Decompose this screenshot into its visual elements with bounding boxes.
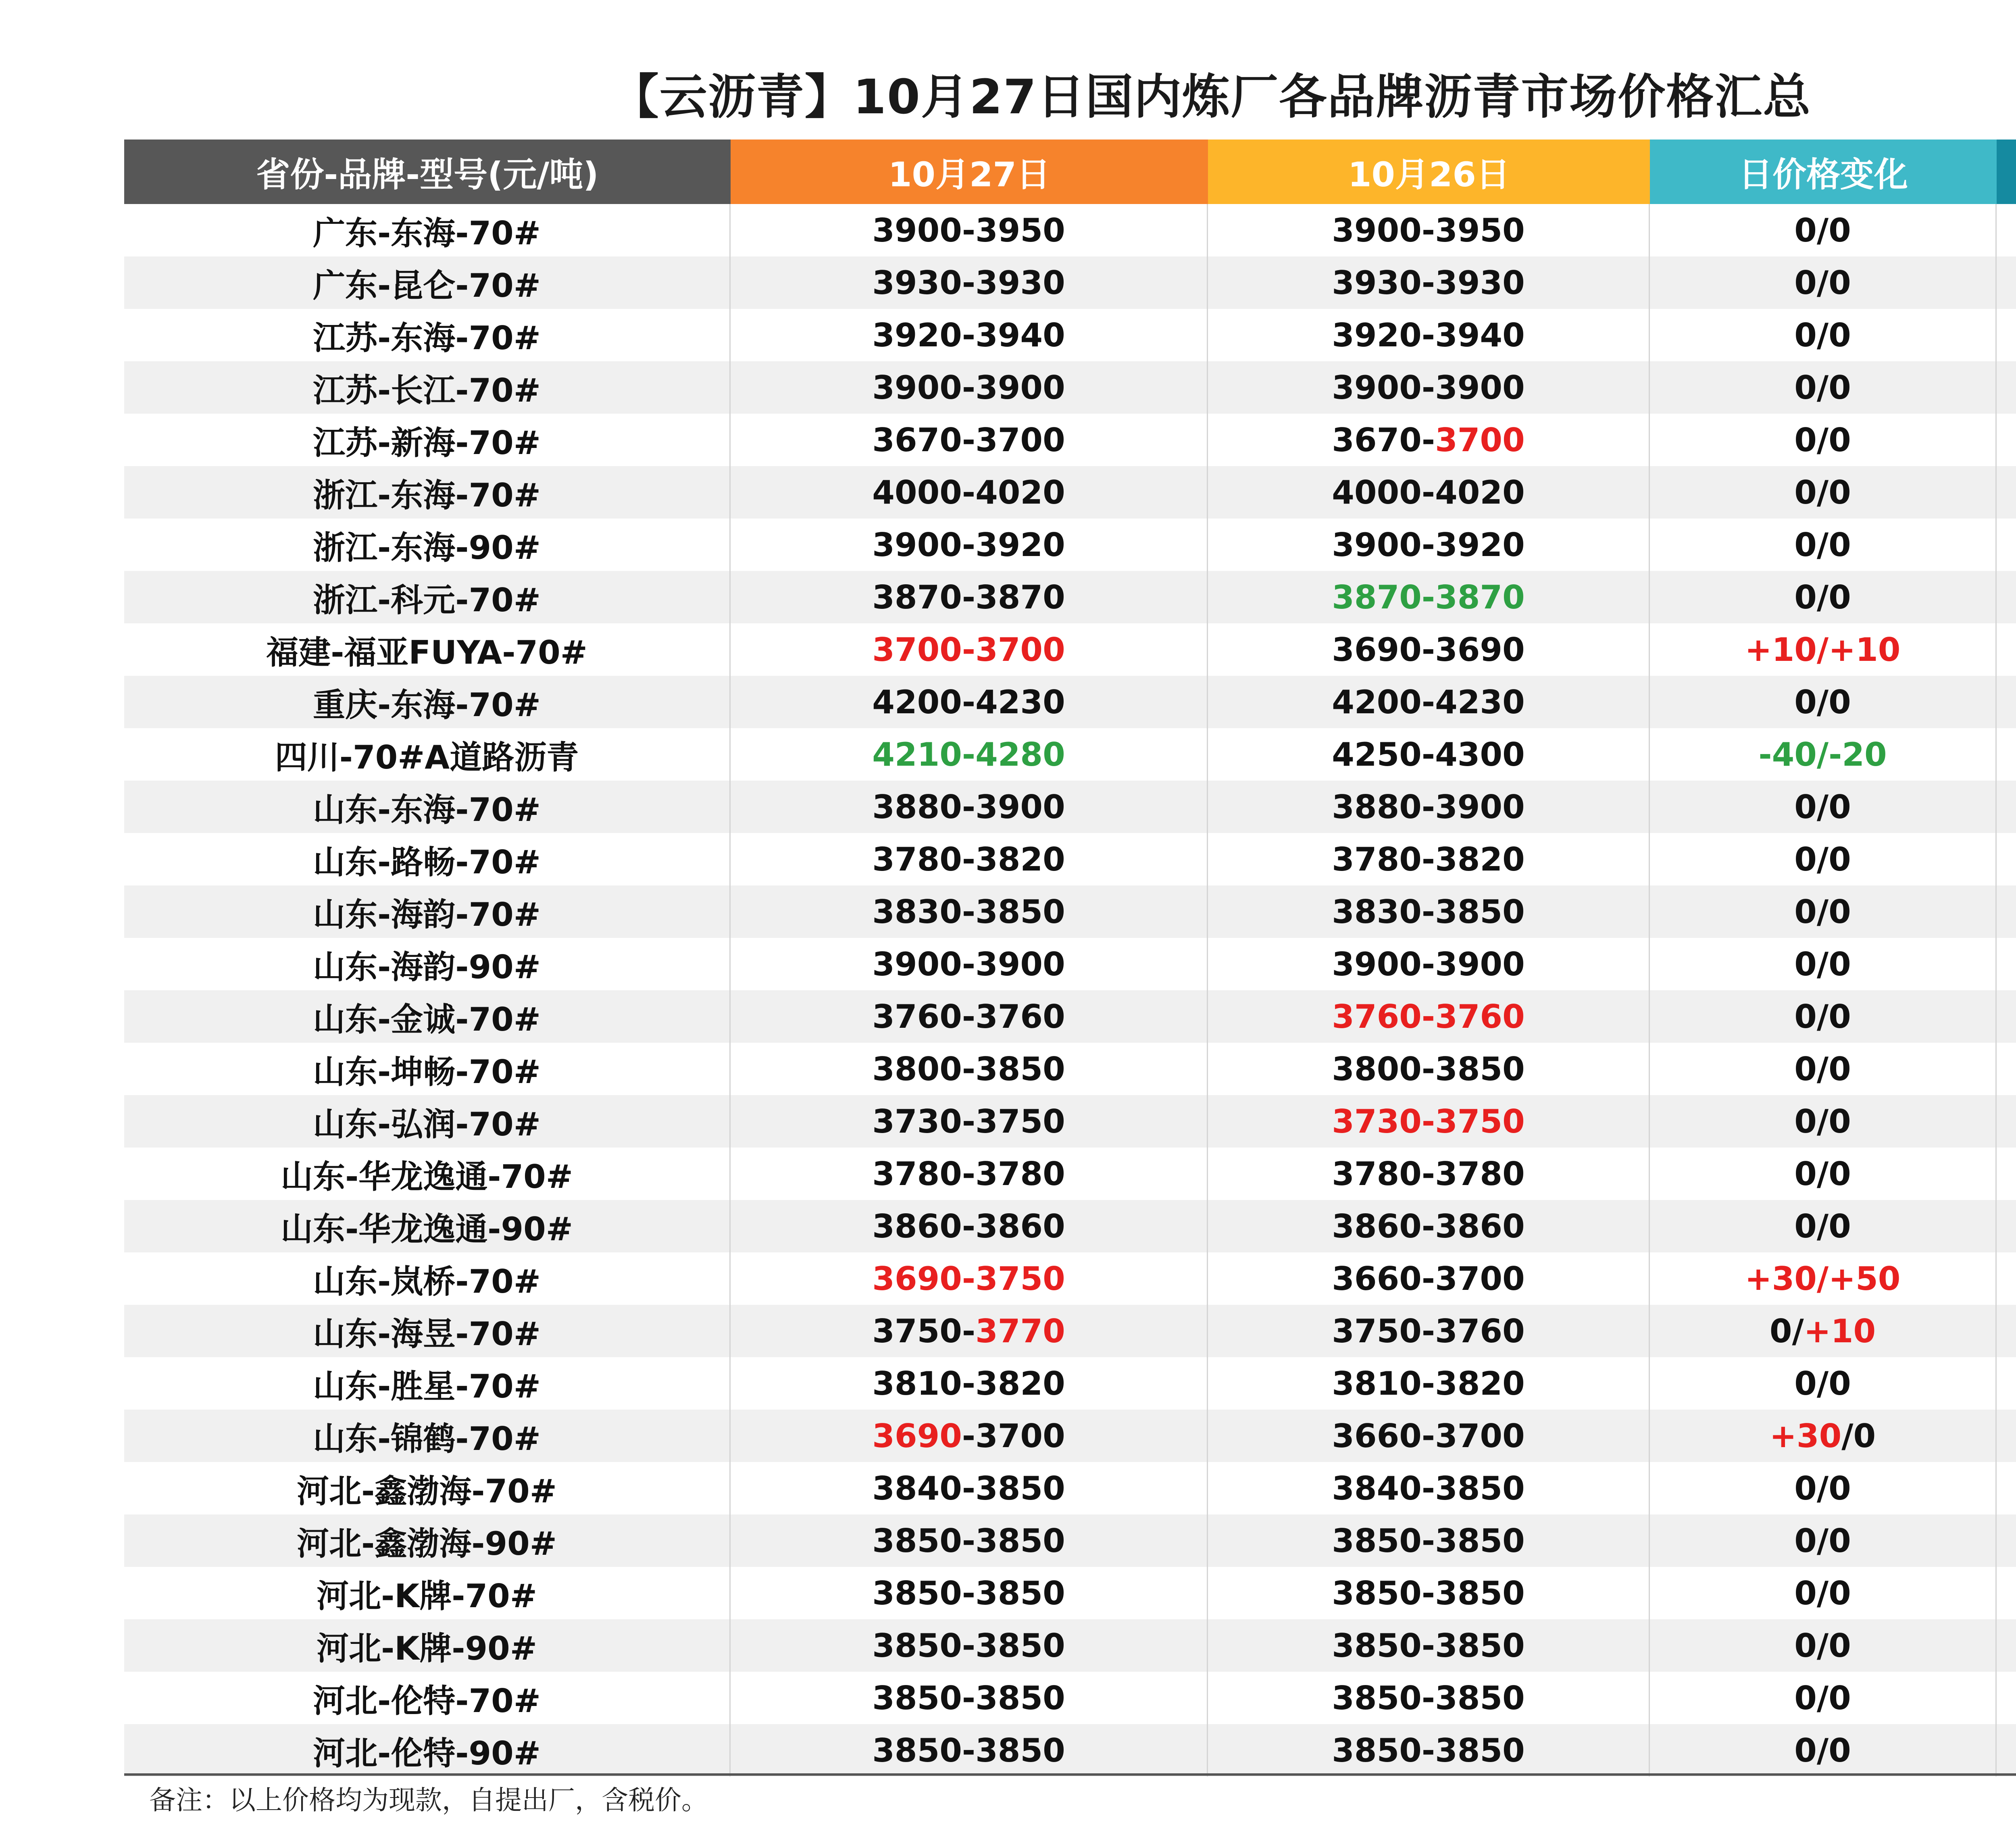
row-brand-cell: 山东-胜星-70# xyxy=(124,1357,731,1410)
row-oct26-cell: 3670 - 3700 xyxy=(1208,414,1650,466)
table-row xyxy=(124,204,2016,256)
table-row xyxy=(124,728,2016,781)
table-row xyxy=(124,676,2016,728)
row-daily-change-cell: 0/0 xyxy=(1650,519,1997,571)
row-oct27-cell: 3850-3850 xyxy=(731,1514,1208,1567)
row-daily-change-cell: 0/0 xyxy=(1650,309,1997,361)
row-oct26-cell: 3920-3940 xyxy=(1208,309,1650,361)
row-daily-change-cell: 0/0 xyxy=(1650,1357,1997,1410)
table-row xyxy=(124,414,2016,466)
header-oct26: 10月26日 xyxy=(1208,140,1650,204)
row-weekly-change-cell xyxy=(1997,676,2016,728)
row-weekly-change-cell xyxy=(1997,309,2016,361)
row-oct26-cell: 4000-4020 xyxy=(1208,466,1650,519)
row-oct26-cell: 3900-3900 xyxy=(1208,938,1650,990)
row-oct27-cell: 3670-3700 xyxy=(731,414,1208,466)
row-oct27-cell: 3850-3850 xyxy=(731,1567,1208,1619)
price-table xyxy=(124,140,2016,1777)
row-weekly-change-cell xyxy=(1997,885,2016,938)
table-row xyxy=(124,1357,2016,1410)
table-row xyxy=(124,1567,2016,1619)
row-daily-change-cell: 0/0 xyxy=(1650,833,1997,885)
row-oct26-cell: 3930-3930 xyxy=(1208,256,1650,309)
row-oct27-cell: 3780-3820 xyxy=(731,833,1208,885)
row-oct27-cell: 3750 - 3770 xyxy=(731,1305,1208,1357)
row-brand-cell: 广东-东海-70# xyxy=(124,204,731,256)
row-brand-cell: 浙江-东海-70# xyxy=(124,466,731,519)
row-oct27-cell: 3900-3900 xyxy=(731,361,1208,414)
row-oct27-cell: 3690 - 3750 xyxy=(731,1252,1208,1305)
table-row xyxy=(124,1672,2016,1724)
header-brand: 省份-品牌-型号(元/吨) xyxy=(124,140,731,204)
row-brand-cell: 浙江-科元-70# xyxy=(124,571,731,623)
table-body xyxy=(124,204,2016,1777)
row-oct27-cell: 4210 - 4280 xyxy=(731,728,1208,781)
row-daily-change-cell: 0/0 xyxy=(1650,204,1997,256)
row-brand-cell: 河北-K牌-70# xyxy=(124,1567,731,1619)
row-oct27-cell: 3930-3930 xyxy=(731,256,1208,309)
row-oct26-cell: 3660-3700 xyxy=(1208,1410,1650,1462)
footnote: 备注：以上价格均为现款，自提出厂，含税价。 xyxy=(149,1785,708,1816)
row-weekly-change-cell xyxy=(1997,1357,2016,1410)
row-oct27-cell: 3900-3900 xyxy=(731,938,1208,990)
row-oct26-cell: 4250-4300 xyxy=(1208,728,1650,781)
table-row xyxy=(124,990,2016,1043)
row-brand-cell: 山东-岚桥-70# xyxy=(124,1252,731,1305)
row-daily-change-cell: 0/0 xyxy=(1650,1514,1997,1567)
row-daily-change-cell: 0/0 xyxy=(1650,414,1997,466)
row-oct26-cell: 3850-3850 xyxy=(1208,1514,1650,1567)
table-row xyxy=(124,885,2016,938)
row-oct27-cell: 3810-3820 xyxy=(731,1357,1208,1410)
row-oct26-cell: 3870 - 3870 xyxy=(1208,571,1650,623)
row-weekly-change-cell xyxy=(1997,1724,2016,1777)
row-oct26-cell: 3830-3850 xyxy=(1208,885,1650,938)
row-oct27-cell: 3850-3850 xyxy=(731,1724,1208,1777)
row-weekly-change-cell xyxy=(1997,1095,2016,1148)
row-brand-cell: 河北-鑫渤海-70# xyxy=(124,1462,731,1514)
row-daily-change-cell: 0/0 xyxy=(1650,938,1997,990)
row-weekly-change-cell xyxy=(1997,1514,2016,1567)
row-oct27-cell: 3870-3870 xyxy=(731,571,1208,623)
row-oct27-cell: 3880-3900 xyxy=(731,781,1208,833)
table-row xyxy=(124,519,2016,571)
row-oct26-cell: 3900-3950 xyxy=(1208,204,1650,256)
row-weekly-change-cell xyxy=(1997,833,2016,885)
row-weekly-change-cell xyxy=(1997,466,2016,519)
row-oct26-cell: 3900-3920 xyxy=(1208,519,1650,571)
table-row xyxy=(124,309,2016,361)
row-weekly-change-cell xyxy=(1997,1619,2016,1672)
row-oct26-cell: 3840-3850 xyxy=(1208,1462,1650,1514)
row-weekly-change-cell xyxy=(1997,1410,2016,1462)
row-daily-change-cell: 0/0 xyxy=(1650,466,1997,519)
row-daily-change-cell: +30 / 0 xyxy=(1650,1410,1997,1462)
row-brand-cell: 河北-伦特-90# xyxy=(124,1724,731,1777)
row-oct27-cell: 3920-3940 xyxy=(731,309,1208,361)
row-daily-change-cell: 0/0 xyxy=(1650,256,1997,309)
row-weekly-change-cell xyxy=(1997,938,2016,990)
table-row xyxy=(124,1043,2016,1095)
row-daily-change-cell: 0/0 xyxy=(1650,1462,1997,1514)
row-daily-change-cell: 0/0 xyxy=(1650,885,1997,938)
row-oct27-cell: 3830-3850 xyxy=(731,885,1208,938)
row-oct27-cell: 3840-3850 xyxy=(731,1462,1208,1514)
row-brand-cell: 山东-锦鹤-70# xyxy=(124,1410,731,1462)
row-daily-change-cell: 0/0 xyxy=(1650,781,1997,833)
row-oct26-cell: 3750-3760 xyxy=(1208,1305,1650,1357)
row-weekly-change-cell xyxy=(1997,1043,2016,1095)
row-oct27-cell: 3700 - 3700 xyxy=(731,623,1208,676)
row-brand-cell: 山东-海韵-70# xyxy=(124,885,731,938)
row-oct27-cell: 4000-4020 xyxy=(731,466,1208,519)
row-weekly-change-cell xyxy=(1997,256,2016,309)
row-brand-cell: 山东-海韵-90# xyxy=(124,938,731,990)
row-brand-cell: 山东-东海-70# xyxy=(124,781,731,833)
row-brand-cell: 广东-昆仑-70# xyxy=(124,256,731,309)
table-row xyxy=(124,571,2016,623)
row-daily-change-cell: 0/0 xyxy=(1650,361,1997,414)
row-daily-change-cell: 0/0 xyxy=(1650,1724,1997,1777)
table-row xyxy=(124,1410,2016,1462)
row-oct26-cell: 3660-3700 xyxy=(1208,1252,1650,1305)
row-oct26-cell: 3880-3900 xyxy=(1208,781,1650,833)
row-brand-cell: 山东-华龙逸通-90# xyxy=(124,1200,731,1252)
row-daily-change-cell: -40 / -20 xyxy=(1650,728,1997,781)
page-title: 【云沥青】10月27日国内炼厂各品牌沥青市场价格汇总 xyxy=(611,69,1812,125)
row-oct27-cell: 3850-3850 xyxy=(731,1619,1208,1672)
row-weekly-change-cell xyxy=(1997,990,2016,1043)
row-weekly-change-cell xyxy=(1997,728,2016,781)
row-brand-cell: 四川-70#A道路沥青 xyxy=(124,728,731,781)
header-oct27: 10月27日 xyxy=(731,140,1208,204)
row-oct26-cell: 3900-3900 xyxy=(1208,361,1650,414)
row-weekly-change-cell xyxy=(1997,1252,2016,1305)
row-oct27-cell: 3690 - 3700 xyxy=(731,1410,1208,1462)
row-oct26-cell: 3850-3850 xyxy=(1208,1567,1650,1619)
table-row xyxy=(124,1724,2016,1777)
row-daily-change-cell: 0/0 xyxy=(1650,1672,1997,1724)
row-oct27-cell: 3780-3780 xyxy=(731,1148,1208,1200)
row-oct26-cell: 3850-3850 xyxy=(1208,1724,1650,1777)
row-brand-cell: 河北-伦特-70# xyxy=(124,1672,731,1724)
table-row xyxy=(124,1462,2016,1514)
row-oct26-cell: 4200-4230 xyxy=(1208,676,1650,728)
row-brand-cell: 山东-海昱-70# xyxy=(124,1305,731,1357)
row-brand-cell: 江苏-东海-70# xyxy=(124,309,731,361)
row-oct26-cell: 3800-3850 xyxy=(1208,1043,1650,1095)
table-row xyxy=(124,1200,2016,1252)
row-daily-change-cell: 0/0 xyxy=(1650,1043,1997,1095)
row-weekly-change-cell xyxy=(1997,414,2016,466)
row-oct27-cell: 4200-4230 xyxy=(731,676,1208,728)
row-weekly-change-cell xyxy=(1997,519,2016,571)
row-brand-cell: 山东-路畅-70# xyxy=(124,833,731,885)
row-weekly-change-cell xyxy=(1997,623,2016,676)
row-daily-change-cell: 0/0 xyxy=(1650,1095,1997,1148)
row-weekly-change-cell xyxy=(1997,1462,2016,1514)
table-bottom-rule xyxy=(124,1773,2016,1776)
row-weekly-change-cell xyxy=(1997,204,2016,256)
row-oct26-cell: 3690-3690 xyxy=(1208,623,1650,676)
row-daily-change-cell: 0/0 xyxy=(1650,1200,1997,1252)
table-row xyxy=(124,1148,2016,1200)
row-oct27-cell: 3760-3760 xyxy=(731,990,1208,1043)
table-header xyxy=(124,140,2016,204)
row-brand-cell: 河北-K牌-90# xyxy=(124,1619,731,1672)
table-row xyxy=(124,1305,2016,1357)
row-brand-cell: 重庆-东海-70# xyxy=(124,676,731,728)
row-oct26-cell: 3780-3780 xyxy=(1208,1148,1650,1200)
row-oct27-cell: 3860-3860 xyxy=(731,1200,1208,1252)
row-daily-change-cell: 0/0 xyxy=(1650,1148,1997,1200)
table-row xyxy=(124,781,2016,833)
row-oct27-cell: 3900-3920 xyxy=(731,519,1208,571)
header-daily-change: 日价格变化 xyxy=(1650,140,1997,204)
row-oct26-cell: 3850-3850 xyxy=(1208,1672,1650,1724)
row-weekly-change-cell xyxy=(1997,1305,2016,1357)
row-oct26-cell: 3810-3820 xyxy=(1208,1357,1650,1410)
row-brand-cell: 河北-鑫渤海-90# xyxy=(124,1514,731,1567)
row-weekly-change-cell xyxy=(1997,1200,2016,1252)
row-daily-change-cell: 0 / +10 xyxy=(1650,1305,1997,1357)
row-daily-change-cell: 0/0 xyxy=(1650,571,1997,623)
row-daily-change-cell: 0/0 xyxy=(1650,676,1997,728)
table-row xyxy=(124,1252,2016,1305)
row-weekly-change-cell xyxy=(1997,1148,2016,1200)
table-row xyxy=(124,1514,2016,1567)
row-brand-cell: 福建-福亚FUYA-70# xyxy=(124,623,731,676)
row-brand-cell: 浙江-东海-90# xyxy=(124,519,731,571)
row-brand-cell: 山东-弘润-70# xyxy=(124,1095,731,1148)
row-brand-cell: 山东-金诚-70# xyxy=(124,990,731,1043)
row-daily-change-cell: 0/0 xyxy=(1650,1619,1997,1672)
row-daily-change-cell: 0/0 xyxy=(1650,1567,1997,1619)
row-brand-cell: 江苏-新海-70# xyxy=(124,414,731,466)
row-oct27-cell: 3730-3750 xyxy=(731,1095,1208,1148)
row-daily-change-cell: +10 / +10 xyxy=(1650,623,1997,676)
table-row xyxy=(124,938,2016,990)
row-oct27-cell: 3850-3850 xyxy=(731,1672,1208,1724)
table-row xyxy=(124,466,2016,519)
row-daily-change-cell: +30 / +50 xyxy=(1650,1252,1997,1305)
row-oct26-cell: 3780-3820 xyxy=(1208,833,1650,885)
row-oct27-cell: 3800-3850 xyxy=(731,1043,1208,1095)
row-weekly-change-cell xyxy=(1997,1567,2016,1619)
row-oct26-cell: 3850-3850 xyxy=(1208,1619,1650,1672)
table-row xyxy=(124,256,2016,309)
header-weekly-change xyxy=(1997,140,2016,204)
row-weekly-change-cell xyxy=(1997,1672,2016,1724)
row-weekly-change-cell xyxy=(1997,571,2016,623)
row-oct27-cell: 3900-3950 xyxy=(731,204,1208,256)
row-brand-cell: 江苏-长江-70# xyxy=(124,361,731,414)
row-brand-cell: 山东-华龙逸通-70# xyxy=(124,1148,731,1200)
row-oct26-cell: 3760 - 3760 xyxy=(1208,990,1650,1043)
row-oct26-cell: 3860-3860 xyxy=(1208,1200,1650,1252)
row-weekly-change-cell xyxy=(1997,781,2016,833)
table-row xyxy=(124,833,2016,885)
row-oct26-cell: 3730 - 3750 xyxy=(1208,1095,1650,1148)
table-row xyxy=(124,1619,2016,1672)
table-row xyxy=(124,361,2016,414)
row-daily-change-cell: 0/0 xyxy=(1650,990,1997,1043)
row-weekly-change-cell xyxy=(1997,361,2016,414)
table-row xyxy=(124,623,2016,676)
row-brand-cell: 山东-坤畅-70# xyxy=(124,1043,731,1095)
table-row xyxy=(124,1095,2016,1148)
